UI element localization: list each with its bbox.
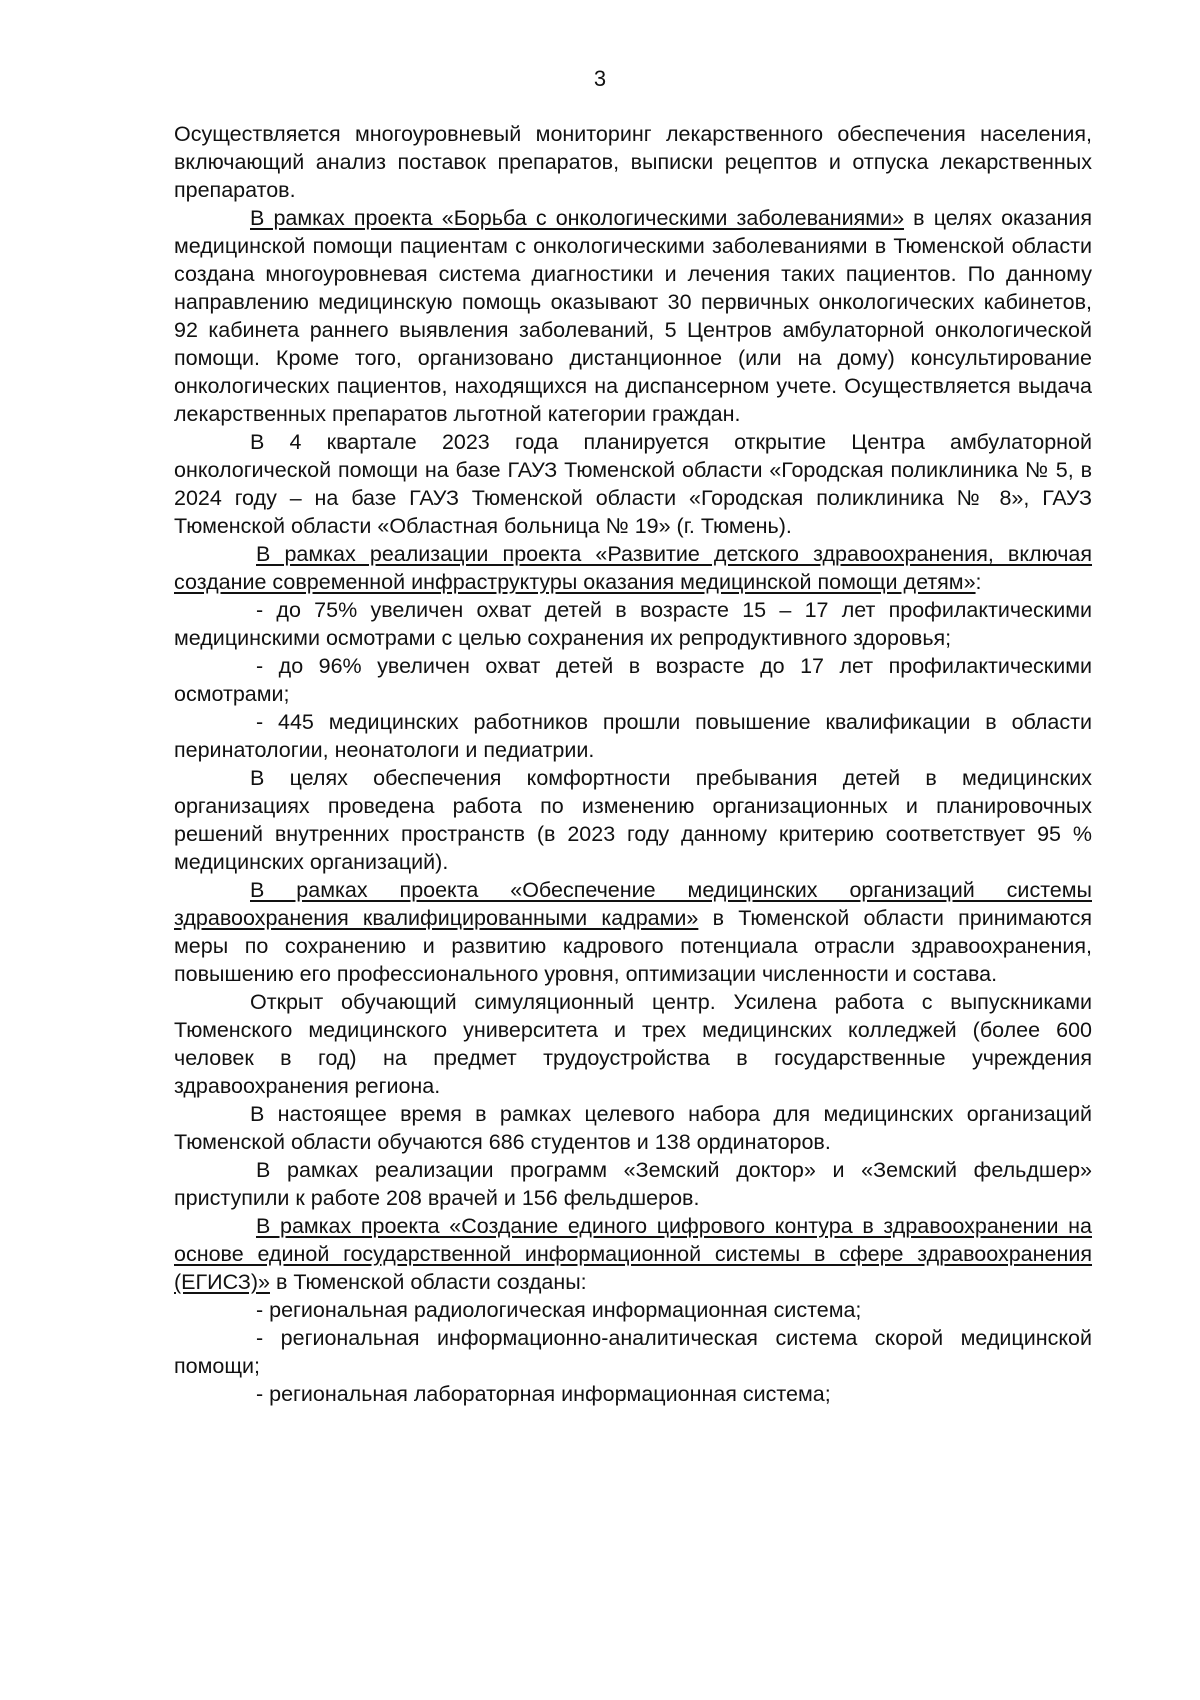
paragraph-text: : [975, 570, 982, 594]
list-item-laboratory-system [174, 1380, 1092, 1408]
list-item-text: - региональная лабораторная информационная система; [256, 1382, 831, 1406]
list-item-text: - 445 медицинских работников прошли повышение квалификации в области перинатологии, неонатологи и педиатрии. [174, 710, 1092, 762]
paragraph-text: в целях оказания медицинской помощи пациентам с онкологическими заболеваниями в Тюменской области создана многоуровневая система диагностики и лечения таких пациентов. По данному направлению медицинскую помощь оказывают 30 первичных онкологических кабинетов, 92 кабинета раннего выявления заболеваний, 5 Центров амбулаторной онкологической помощи. Кроме того, организовано дистанционное (или на дому) консультирование онкологических пациентов, находящихся на диспансерном учете. Осуществляется выдача лекарственных препаратов льготной категории граждан. [174, 206, 1092, 426]
paragraph-target-enrollment [174, 1100, 1092, 1156]
paragraph-digital-project [174, 1212, 1092, 1296]
list-item-text: - до 75% увеличен охват детей в возрасте 15 – 17 лет профилактическими медицинскими осмотрами с целью сохранения их репродуктивного здоровья; [174, 598, 1092, 650]
project-heading-oncology: В рамках проекта «Борьба с онкологическими заболеваниями» [250, 206, 905, 230]
paragraph-oncology-centers-plan [174, 428, 1092, 540]
paragraph-text: В настоящее время в рамках целевого набора для медицинских организаций Тюменской области обучаются 686 студентов и 138 ординаторов. [174, 1102, 1092, 1154]
paragraph-text: В 4 квартале 2023 года планируется открытие Центра амбулаторной онкологической помощи на базе ГАУЗ Тюменской области «Городская поликлиника № 5, в 2024 году – на базе ГАУЗ Тюменской области «Городская поликлиника № 8», ГАУЗ Тюменской области «Областная больница № 19» (г. Тюмень). [174, 430, 1092, 538]
paragraph-simulation-center [174, 988, 1092, 1100]
paragraph-child-health-project [174, 540, 1092, 596]
paragraph-comfort [174, 764, 1092, 876]
page-number: 3 [593, 66, 607, 91]
project-heading-child-health: В рамках реализации проекта «Развитие детского здравоохранения, включая создание современной инфраструктуры оказания медицинской помощи детям» [174, 542, 1092, 594]
paragraph-text: в Тюменской области созданы: [269, 1270, 587, 1294]
list-item-ambulance-system [174, 1324, 1092, 1380]
list-item-coverage-15-17 [174, 596, 1092, 652]
paragraph-zemsky-programs [174, 1156, 1092, 1212]
document-body [174, 120, 1092, 1408]
list-item-qualification [174, 708, 1092, 764]
paragraph-text: Открыт обучающий симуляционный центр. Усилена работа с выпускниками Тюменского медицинского университета и трех медицинских колледжей (более 600 человек в год) на предмет трудоустройства в государственные учреждения здравоохранения региона. [174, 990, 1092, 1098]
list-item-text: - региональная информационно-аналитическая система скорой медицинской помощи; [174, 1326, 1092, 1378]
project-heading-staffing: В рамках проекта «Обеспечение медицинских организаций системы здравоохранения квалифицированными кадрами» [174, 878, 1092, 930]
project-heading-digital: В рамках проекта «Создание единого цифрового контура в здравоохранении на основе единой государственной информационной системы в сфере здравоохранения (ЕГИСЗ)» [174, 1214, 1092, 1294]
paragraph-oncology-project [174, 204, 1092, 428]
paragraph-staffing-project [174, 876, 1092, 988]
list-item-coverage-under-17 [174, 652, 1092, 708]
paragraph-text: В рамках реализации программ «Земский доктор» и «Земский фельдшер» приступили к работе 208 врачей и 156 фельдшеров. [174, 1158, 1092, 1210]
paragraph-drug-monitoring [174, 120, 1092, 204]
paragraph-text: Осуществляется многоуровневый мониторинг лекарственного обеспечения населения, включающий анализ поставок препаратов, выписки рецептов и отпуска лекарственных препаратов. [174, 122, 1092, 202]
paragraph-text: в Тюменской области принимаются меры по сохранению и развитию кадрового потенциала отрасли здравоохранения, повышению его профессионального уровня, оптимизации численности и состава. [174, 906, 1092, 986]
paragraph-text: В целях обеспечения комфортности пребывания детей в медицинских организациях проведена работа по изменению организационных и планировочных решений внутренних пространств (в 2023 году данному критерию соответствует 95 % медицинских организаций). [174, 766, 1092, 874]
list-item-radiology-system [174, 1296, 1092, 1324]
list-item-text: - региональная радиологическая информационная система; [256, 1298, 862, 1322]
list-item-text: - до 96% увеличен охват детей в возрасте до 17 лет профилактическими осмотрами; [174, 654, 1092, 706]
